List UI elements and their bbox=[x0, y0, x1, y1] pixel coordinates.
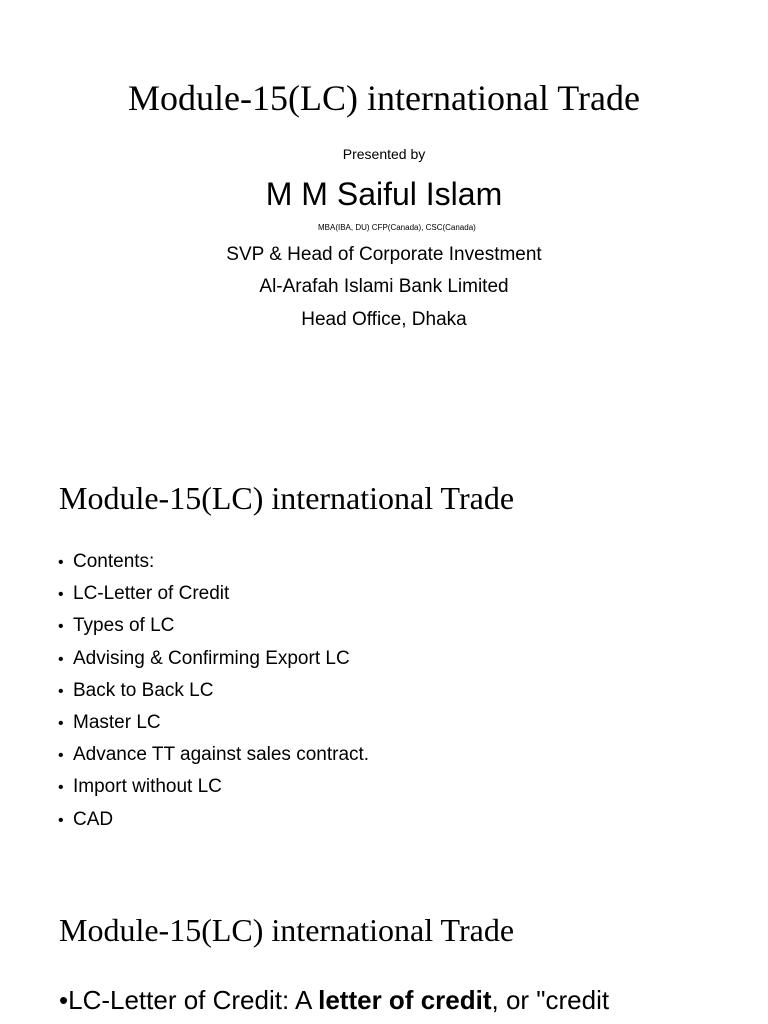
presenter-credentials: MBA(IBA, DU) CFP(Canada), CSC(Canada) bbox=[318, 223, 476, 232]
bullet-icon: • bbox=[58, 714, 64, 732]
presented-by-label: Presented by bbox=[342, 146, 426, 162]
presenter-organization: Al-Arafah Islami Bank Limited bbox=[259, 276, 509, 297]
presenter-name: M M Saiful Islam bbox=[265, 176, 503, 212]
lc-slide-heading: Module-15(LC) international Trade bbox=[59, 912, 515, 948]
bullet-icon: • bbox=[58, 779, 64, 797]
lc-definition-suffix: , or "credit bbox=[491, 985, 610, 1015]
presenter-location: Head Office, Dhaka bbox=[301, 309, 467, 330]
list-item bbox=[58, 805, 369, 837]
bullet-icon: • bbox=[58, 747, 64, 765]
list-item bbox=[58, 579, 369, 611]
presenter-position: SVP & Head of Corporate Investment bbox=[226, 244, 542, 265]
bullet-icon: • bbox=[59, 985, 69, 1015]
list-item-text: Import without LC bbox=[73, 776, 222, 798]
list-item-text: Back to Back LC bbox=[73, 679, 214, 701]
bullet-icon: • bbox=[58, 650, 64, 668]
lc-definition-line bbox=[59, 982, 609, 1018]
bullet-icon: • bbox=[58, 682, 64, 700]
list-item bbox=[58, 740, 369, 772]
list-item bbox=[58, 708, 369, 740]
list-item-text: Advance TT against sales contract. bbox=[73, 744, 370, 766]
bullet-icon: • bbox=[58, 618, 64, 636]
list-item-text: Advising & Confirming Export LC bbox=[73, 647, 350, 669]
list-item-text: Master LC bbox=[73, 711, 161, 733]
list-item-text: LC-Letter of Credit bbox=[73, 583, 230, 605]
bullet-icon: • bbox=[58, 554, 64, 571]
list-item-text: Types of LC bbox=[73, 615, 175, 637]
list-item bbox=[58, 772, 369, 804]
bullet-icon: • bbox=[58, 811, 64, 829]
list-item bbox=[58, 547, 369, 579]
list-item-text: Contents: bbox=[73, 551, 155, 572]
slide-title: Module-15(LC) international Trade bbox=[128, 78, 640, 118]
bullet-icon: • bbox=[58, 586, 64, 604]
contents-list bbox=[58, 547, 369, 837]
list-item bbox=[58, 644, 369, 676]
contents-slide-heading: Module-15(LC) international Trade bbox=[59, 480, 515, 516]
lc-definition-prefix: LC-Letter of Credit: A bbox=[68, 985, 319, 1015]
list-item bbox=[58, 676, 369, 708]
list-item-text: CAD bbox=[73, 808, 114, 830]
list-item bbox=[58, 611, 369, 643]
lc-definition-bold-term: letter of credit bbox=[318, 985, 492, 1015]
